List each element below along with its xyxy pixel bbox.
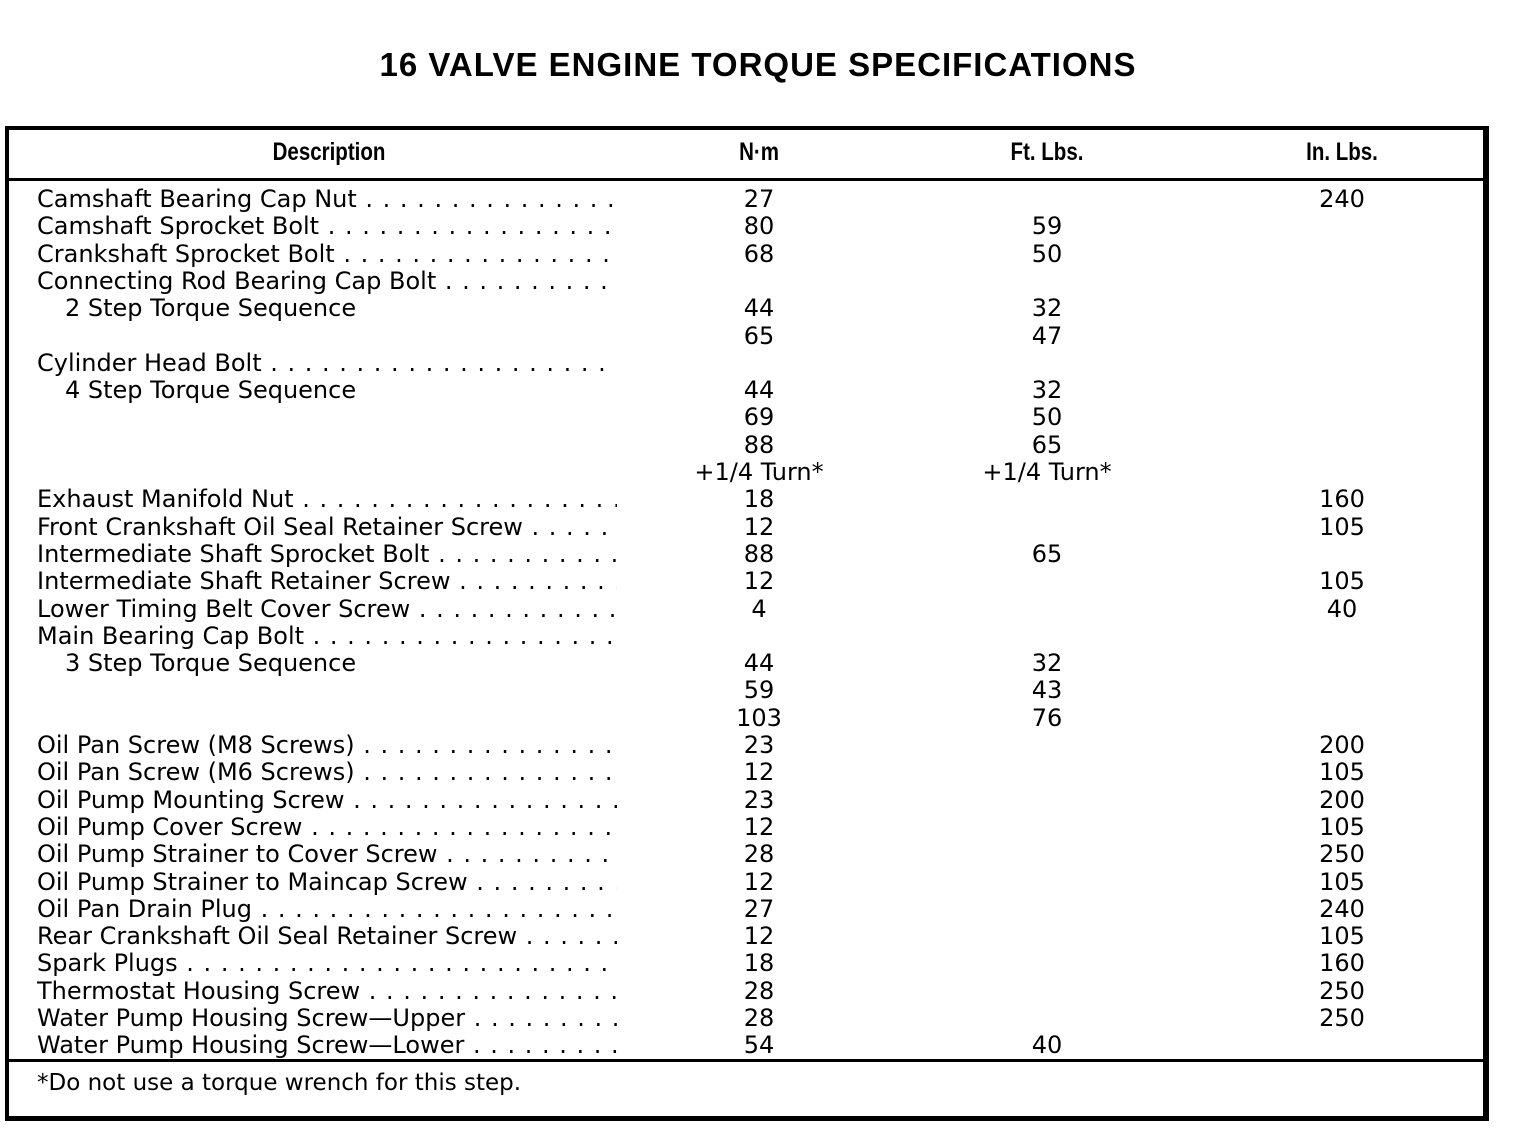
- table-row: [9, 978, 1483, 1005]
- row-in-lbs-value: 250: [1319, 840, 1365, 869]
- row-nm-value: 44: [743, 649, 775, 678]
- row-nm-value: 12: [743, 867, 775, 896]
- row-description: [37, 896, 617, 923]
- header-in-lbs: In. Lbs.: [1306, 138, 1378, 166]
- row-description: [65, 295, 645, 322]
- row-nm-value: 65: [743, 321, 775, 350]
- row-in-lbs-value: 160: [1319, 949, 1365, 978]
- row-in-lbs-value: 105: [1319, 567, 1365, 596]
- row-description: [37, 541, 617, 568]
- row-ft-lbs-value: 50: [1031, 239, 1063, 268]
- row-ft-lbs-value: 76: [1031, 703, 1063, 732]
- row-nm-value: 44: [743, 294, 775, 323]
- row-ft-lbs-value: 32: [1031, 294, 1063, 323]
- row-ft-lbs-value: 59: [1031, 212, 1063, 241]
- row-description-text: 4 Step Torque Sequence: [65, 377, 357, 405]
- row-description-text: Lower Timing Belt Cover Screw . . .: [37, 596, 617, 623]
- row-description-text: 3 Step Torque Sequence: [65, 650, 357, 678]
- torque-spec-table: [5, 126, 1489, 1121]
- row-ft-lbs-value: 43: [1031, 676, 1063, 705]
- table-row: [9, 923, 1483, 950]
- table-row: [9, 323, 1483, 350]
- row-nm-value: 23: [743, 785, 775, 814]
- row-description: [37, 623, 617, 650]
- row-description: [37, 241, 617, 268]
- row-description-text: Oil Pump Strainer to Cover Screw . . .: [37, 841, 617, 868]
- row-description: [37, 486, 617, 513]
- table-row: [9, 596, 1483, 623]
- row-in-lbs-value: 105: [1319, 922, 1365, 951]
- row-nm-value: 27: [743, 894, 775, 923]
- row-description-text: Camshaft Sprocket Bolt . . .: [37, 213, 617, 240]
- table-row: [9, 541, 1483, 568]
- table-row: [9, 677, 1483, 704]
- row-description-text: Rear Crankshaft Oil Seal Retainer Screw . . .: [37, 923, 617, 950]
- header-ft-lbs: Ft. Lbs.: [1010, 138, 1084, 166]
- row-description: [65, 650, 645, 677]
- row-nm-value: 12: [743, 567, 775, 596]
- row-description-text: Oil Pan Screw (M8 Screws) . . .: [37, 732, 617, 759]
- table-row: [9, 432, 1483, 459]
- row-description: [37, 350, 617, 377]
- row-nm-value: 88: [743, 430, 775, 459]
- page-title: 16 VALVE ENGINE TORQUE SPECIFICATIONS: [379, 46, 1137, 83]
- table-row: [9, 377, 1483, 404]
- table-row: [9, 896, 1483, 923]
- row-description: [37, 1032, 617, 1059]
- row-nm-value: 54: [743, 1031, 775, 1060]
- footnote: *Do not use a torque wrench for this step.: [37, 1070, 522, 1096]
- row-description: [37, 568, 617, 595]
- row-description: [65, 377, 645, 404]
- row-description: [37, 1005, 617, 1032]
- row-description: [37, 841, 617, 868]
- table-row: [9, 759, 1483, 786]
- row-nm-value: 88: [743, 539, 775, 568]
- table-row: [9, 814, 1483, 841]
- table-row: [9, 213, 1483, 240]
- row-description: [37, 923, 617, 950]
- table-row: [9, 623, 1483, 650]
- row-in-lbs-value: 200: [1319, 785, 1365, 814]
- row-in-lbs-value: 40: [1326, 594, 1358, 623]
- row-in-lbs-value: 250: [1319, 976, 1365, 1005]
- row-nm-value: 27: [743, 185, 775, 213]
- row-nm-value: 68: [743, 239, 775, 268]
- table-row: [9, 650, 1483, 677]
- row-ft-lbs-value: 65: [1031, 430, 1063, 459]
- row-ft-lbs-value: 47: [1031, 321, 1063, 350]
- table-row: [9, 459, 1483, 486]
- row-description-text: Cylinder Head Bolt . . .: [37, 350, 617, 377]
- row-description-text: Oil Pan Screw (M6 Screws) . . .: [37, 759, 617, 786]
- row-nm-value: +1/4 Turn*: [694, 458, 824, 486]
- row-description-text: Water Pump Housing Screw—Lower . . .: [37, 1032, 617, 1059]
- row-description-text: Oil Pump Strainer to Maincap Screw . . .: [37, 869, 617, 896]
- row-description: [37, 514, 617, 541]
- table-row: [9, 514, 1483, 541]
- table-header: [9, 130, 1483, 181]
- row-nm-value: 12: [743, 512, 775, 541]
- row-description-text: Main Bearing Cap Bolt . . .: [37, 623, 617, 650]
- table-row: [9, 787, 1483, 814]
- row-description-text: Exhaust Manifold Nut . . .: [37, 486, 617, 513]
- row-nm-value: 44: [743, 376, 775, 405]
- row-description-text: Oil Pump Cover Screw . . .: [37, 814, 617, 841]
- row-nm-value: 28: [743, 1004, 775, 1032]
- row-nm-value: 12: [743, 922, 775, 951]
- row-ft-lbs-value: 32: [1031, 376, 1063, 405]
- row-description: [37, 978, 617, 1005]
- table-row: [9, 732, 1483, 759]
- table-row: [9, 404, 1483, 431]
- row-in-lbs-value: 200: [1319, 731, 1365, 759]
- table-row: [9, 1005, 1483, 1032]
- row-description-text: Connecting Rod Bearing Cap Bolt . . .: [37, 268, 617, 295]
- table-row: [9, 486, 1483, 513]
- row-description-text: Camshaft Bearing Cap Nut . . .: [37, 186, 617, 213]
- header-nm: N·m: [739, 138, 779, 166]
- row-nm-value: 28: [743, 976, 775, 1005]
- row-in-lbs-value: 250: [1319, 1004, 1365, 1032]
- table-row: [9, 1032, 1483, 1059]
- row-nm-value: 59: [743, 676, 775, 705]
- table-row: [9, 705, 1483, 732]
- row-description: [37, 814, 617, 841]
- row-description-text: Oil Pump Mounting Screw . . .: [37, 787, 617, 814]
- table-row: [9, 186, 1483, 213]
- header-description: Description: [272, 138, 386, 166]
- table-row: [9, 869, 1483, 896]
- row-in-lbs-value: 105: [1319, 758, 1365, 787]
- row-description: [37, 950, 617, 977]
- row-in-lbs-value: 240: [1319, 185, 1365, 213]
- row-nm-value: 18: [743, 485, 775, 514]
- table-row: [9, 350, 1483, 377]
- row-in-lbs-value: 240: [1319, 894, 1365, 923]
- row-nm-value: 69: [743, 403, 775, 432]
- row-description-text: Crankshaft Sprocket Bolt . . .: [37, 241, 617, 268]
- row-nm-value: 103: [736, 703, 782, 732]
- row-in-lbs-value: 105: [1319, 812, 1365, 841]
- row-in-lbs-value: 105: [1319, 867, 1365, 896]
- row-description: [37, 759, 617, 786]
- row-nm-value: 23: [743, 731, 775, 759]
- row-description: [37, 186, 617, 213]
- table-row: [9, 841, 1483, 868]
- row-ft-lbs-value: 65: [1031, 539, 1063, 568]
- row-description-text: Water Pump Housing Screw—Upper . . .: [37, 1005, 617, 1032]
- row-nm-value: 18: [743, 949, 775, 978]
- row-description: [37, 869, 617, 896]
- row-description-text: 2 Step Torque Sequence: [65, 295, 357, 323]
- row-description-text: Intermediate Shaft Retainer Screw . . .: [37, 568, 617, 595]
- row-description-text: Front Crankshaft Oil Seal Retainer Screw . . .: [37, 514, 617, 541]
- row-ft-lbs-value: +1/4 Turn*: [982, 458, 1112, 486]
- row-description: [37, 268, 617, 295]
- row-description: [37, 787, 617, 814]
- table-row: [9, 950, 1483, 977]
- row-nm-value: 80: [743, 212, 775, 241]
- table-row: [9, 241, 1483, 268]
- row-description: [37, 732, 617, 759]
- row-ft-lbs-value: 40: [1031, 1031, 1063, 1060]
- table-footer: [9, 1059, 1483, 1116]
- row-description-text: Spark Plugs . . .: [37, 950, 617, 977]
- row-ft-lbs-value: 50: [1031, 403, 1063, 432]
- row-description: [37, 213, 617, 240]
- table-row: [9, 268, 1483, 295]
- table-body: [9, 181, 1483, 1059]
- row-description-text: Oil Pan Drain Plug . . .: [37, 896, 617, 923]
- row-description-text: Intermediate Shaft Sprocket Bolt . . .: [37, 541, 617, 568]
- table-row: [9, 295, 1483, 322]
- row-nm-value: 12: [743, 812, 775, 841]
- row-nm-value: 4: [751, 594, 767, 623]
- row-description-text: Thermostat Housing Screw . . .: [37, 978, 617, 1005]
- row-in-lbs-value: 160: [1319, 485, 1365, 514]
- table-row: [9, 568, 1483, 595]
- row-ft-lbs-value: 32: [1031, 649, 1063, 678]
- row-nm-value: 12: [743, 758, 775, 787]
- row-in-lbs-value: 105: [1319, 512, 1365, 541]
- row-nm-value: 28: [743, 840, 775, 869]
- row-description: [37, 596, 617, 623]
